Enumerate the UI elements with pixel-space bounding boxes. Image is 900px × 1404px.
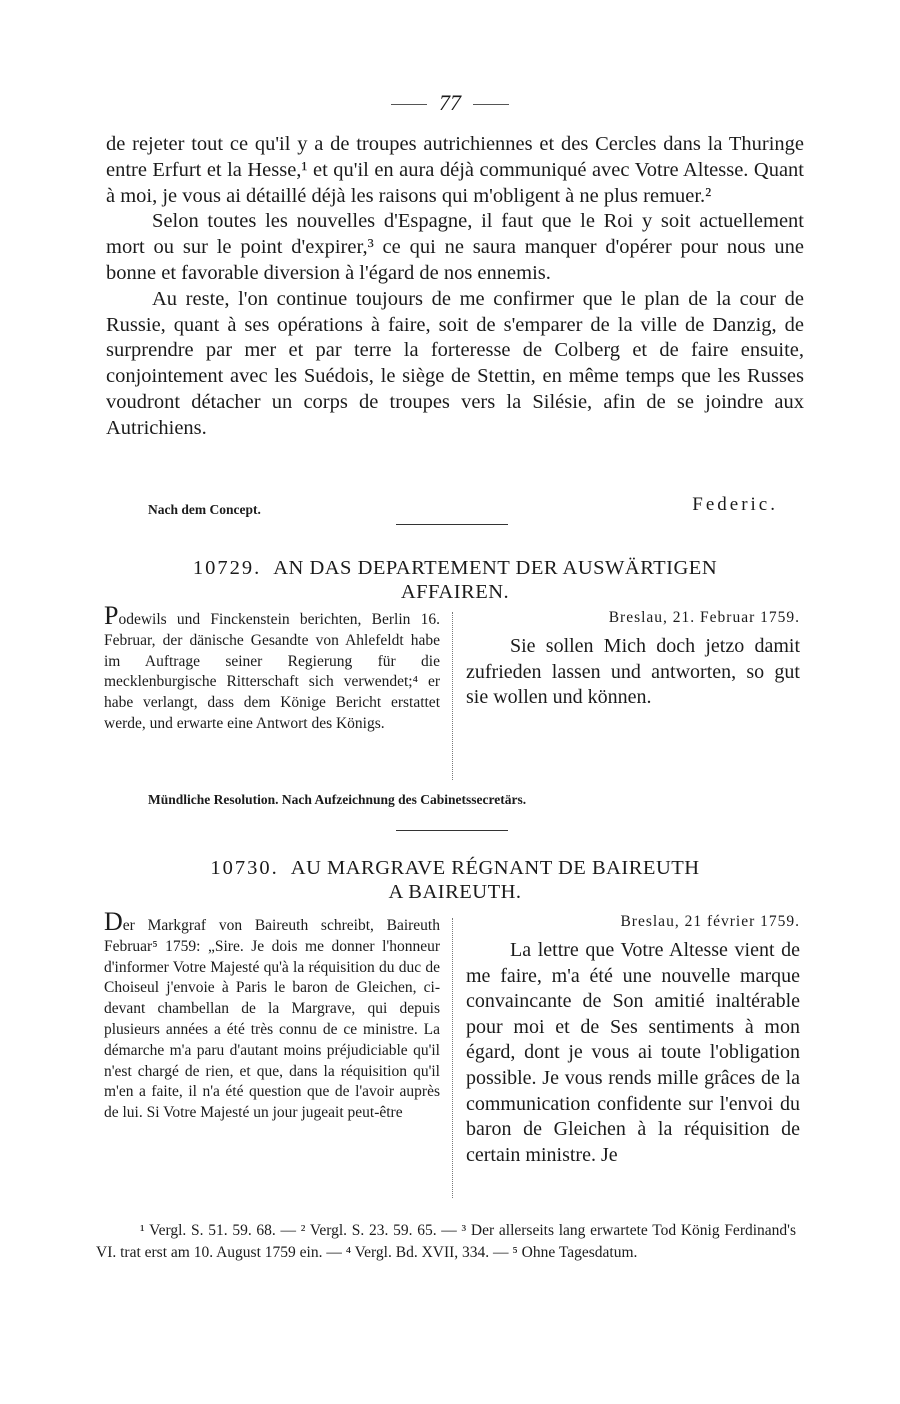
page-number-dash-left	[391, 104, 427, 105]
section-divider-1	[396, 524, 508, 525]
doc-10730-heading	[106, 856, 804, 904]
section-divider-2	[396, 830, 508, 831]
continuation-paragraph-2: Selon toutes les nouvelles d'Espagne, il faut que le Roi y soit actuellement mort ou sur le point d'expirer,³ ce qui ne saura manquer d'opérer pour nous une bonne et favorable diversion à l'égard de nos ennemis.	[106, 210, 804, 284]
letter-continuation	[106, 132, 804, 442]
footnotes-text: ¹ Vergl. S. 51. 59. 68. — ² Vergl. S. 23. 59. 65. — ³ Der allerseits lang erwartete Tod König Ferdinand's VI. trat erst am 10. August 1759 ein. — ⁴ Vergl. Bd. XVII, 334. — ⁵ Ohne Tagesdatum.	[96, 1222, 796, 1261]
doc-10730-text: La lettre que Votre Altesse vient de me faire, m'a été une nouvelle marque convaincante de Son amitié inaltérable pour moi et de Ses sentiments à mon égard, dont je vous ai toute l'obligation possible. Je vous rends mille grâces de la communication confidente sur l'envoi du baron de Gleichen à la réquisition de certain ministre. Je	[466, 939, 800, 1166]
doc-10729-reply	[466, 608, 800, 711]
doc-10730-summary	[104, 907, 440, 1124]
footnotes	[96, 1220, 796, 1263]
doc-10729-dateline: Breslau, 21. Februar 1759.	[608, 609, 800, 626]
continuation-paragraph-3: Au reste, l'on continue toujours de me confirmer que le plan de la cour de Russie, quant à ses opérations à faire, soit de s'emparer de la ville de Danzig, de surprendre par mer et par terre la forteresse de Colberg et de faire ensuite, conjointement avec les Suédois, le siège de Stettin, en même temps que les Russes voudront détacher un corps de troupes vers la Silésie, afin de se joindre aux Autrichiens.	[106, 287, 804, 439]
signature: Federic.	[692, 494, 778, 515]
doc-10729-resolution-note: Mündliche Resolution. Nach Aufzeichnung des Cabinetssecretärs.	[148, 792, 527, 807]
source-note: Nach dem Concept.	[148, 502, 261, 517]
doc-10730-title-line1: AU MARGRAVE RÉGNANT DE BAIREUTH	[290, 857, 700, 879]
doc-10730-summary-text: er Markgraf von Baireuth schreibt, Baireuth Februar⁵ 1759: „Sire. Je dois me donner l'honneur d'informer Votre Majesté qu'à la réquisition du duc de Choiseul j'envoie à Paris le baron de Gleichen, ci-devant chambellan de la Margrave, qui depuis plusieurs années a été très connu de ce ministre. La démarche m'a paru d'autant moins préjudiciable qu'il n'est chargé de rien, et que, dans la réquisition qu'il m'en a faite, il n'a été question que de l'avoir auprès de lui. Si Votre Majesté un jour jugeait peut-être	[104, 917, 440, 1122]
page-number	[0, 90, 900, 116]
doc-10729-heading	[106, 556, 804, 604]
doc-10729-number: 10729.	[192, 557, 262, 579]
doc-10729-title-line2: AFFAIREN.	[400, 581, 510, 603]
doc-10730-number: 10730.	[210, 857, 279, 879]
doc-10729-summary-text: odewils und Finckenstein berichten, Berlin 16. Februar, der dänische Gesandte von Ahlefeldt habe im Auftrage seiner Regierung für die mecklenburgische Ritterschaft sich verwendet;⁴ er habe verlangt, dass dem Könige Bericht erstattet werde, und erwarte eine Antwort des Königs.	[104, 611, 440, 732]
doc-10729-summary	[104, 601, 440, 735]
page-number-text: 77	[439, 90, 461, 115]
doc-10729-title-line1: AN DAS DEPARTEMENT DER AUSWÄRTIGEN	[273, 557, 718, 579]
doc-10729-text: Sie sollen Mich doch jetzo damit zufrieden lassen und antworten, so gut sie wollen und können.	[466, 635, 800, 709]
doc-10729-initial: P	[104, 601, 119, 630]
page-number-dash-right	[473, 104, 509, 105]
doc-10730-initial: D	[104, 907, 123, 936]
doc-10730-title-line2: A BAIREUTH.	[388, 881, 522, 903]
signature-row	[148, 494, 778, 518]
doc-10730-dateline: Breslau, 21 février 1759.	[620, 913, 800, 930]
doc-10730-reply	[466, 912, 800, 1168]
doc-10729-column-divider	[452, 612, 453, 780]
continuation-paragraph-1: de rejeter tout ce qu'il y a de troupes autrichiennes et des Cercles dans la Thuringe entre Erfurt et la Hesse,¹ et qu'il en aura déjà communiqué avec Votre Altesse. Quant à moi, je vous ai détaillé déjà les raisons qui m'obligent à ne plus remuer.²	[106, 133, 804, 207]
doc-10730-column-divider	[452, 918, 453, 1198]
